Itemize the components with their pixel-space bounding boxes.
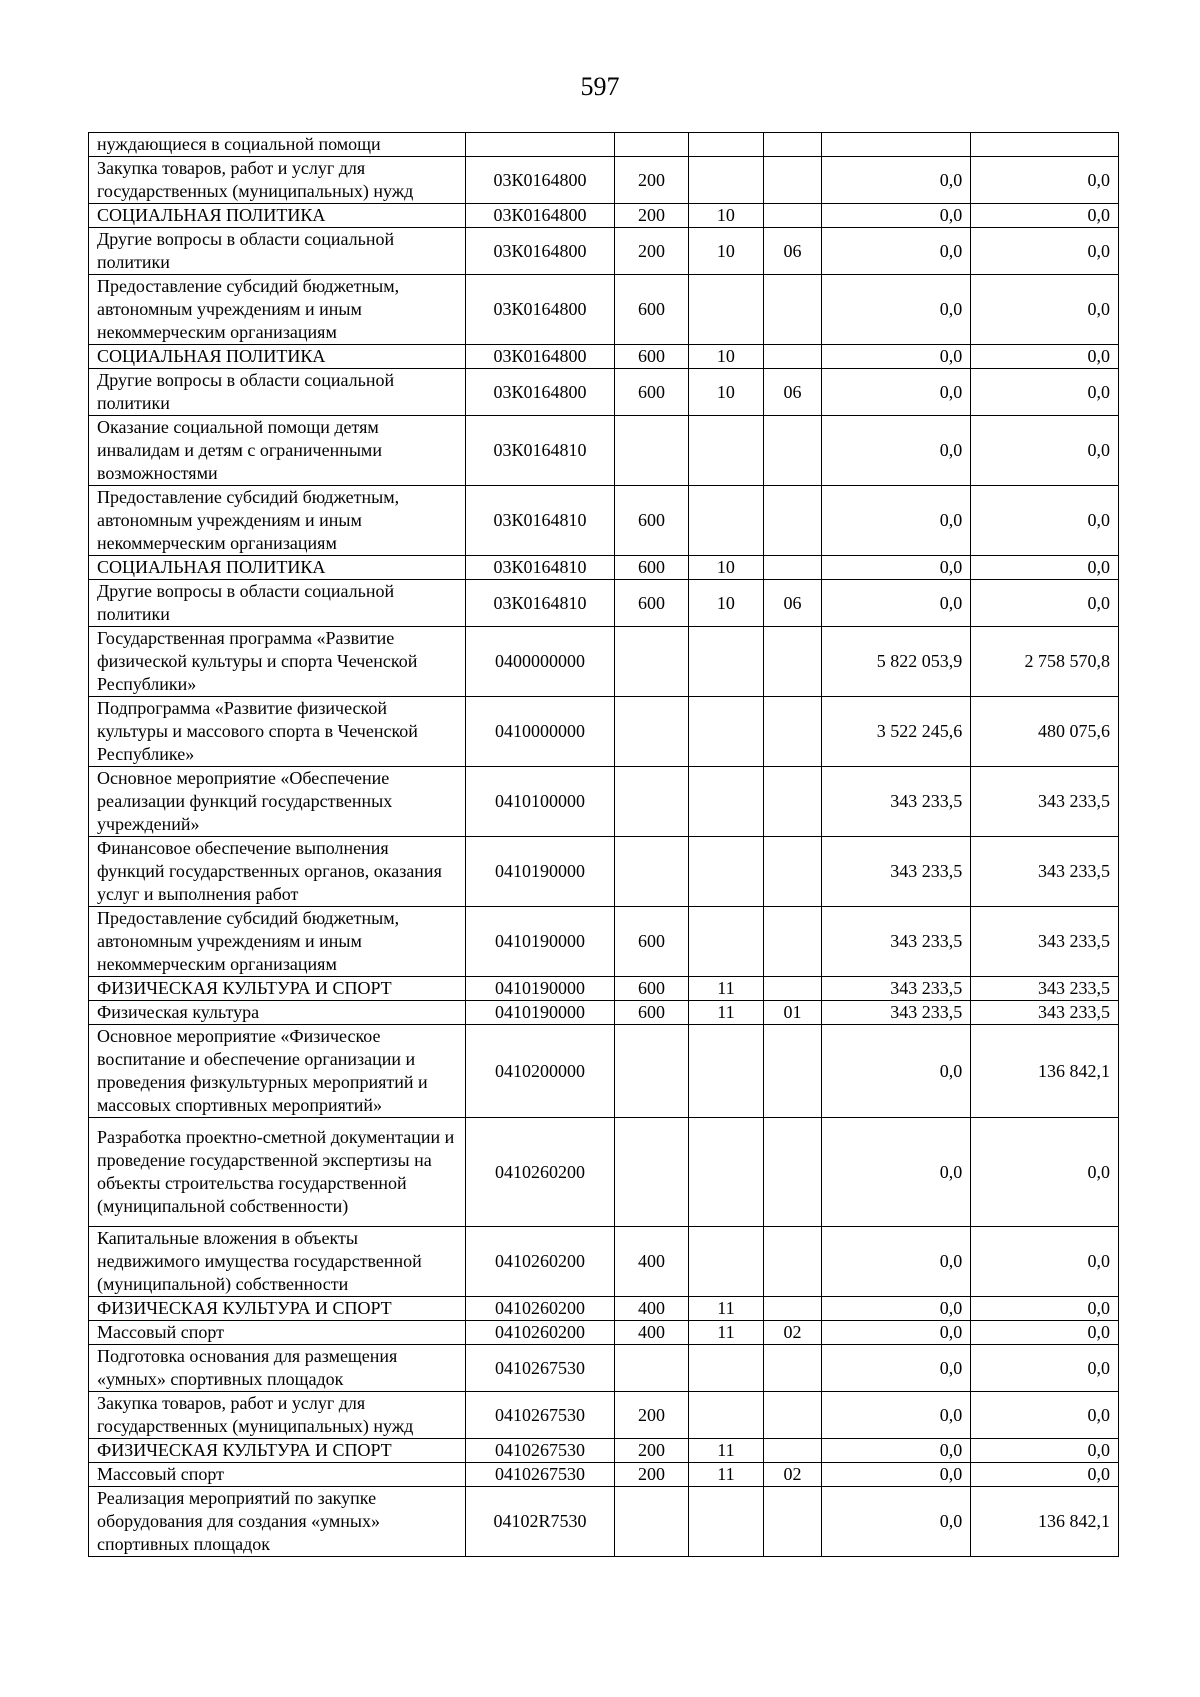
cell-expense-type: 200 [614,228,688,275]
table-row [89,907,1119,977]
table-row [89,1025,1119,1118]
cell-subsection: 06 [763,228,822,275]
cell-subsection [763,697,822,767]
table-row [89,1487,1119,1557]
cell-section [689,907,763,977]
table-row [89,556,1119,580]
cell-expense-type: 600 [614,275,688,345]
cell-section [689,275,763,345]
cell-subsection [763,837,822,907]
cell-amount-2: 0,0 [971,345,1119,369]
cell-subsection [763,204,822,228]
cell-amount-1: 0,0 [822,157,971,204]
cell-target-article: 0410000000 [466,697,615,767]
cell-amount-1: 0,0 [822,1345,971,1392]
cell-name: Другие вопросы в области социальной политики [89,580,466,627]
cell-subsection [763,275,822,345]
cell-subsection [763,1345,822,1392]
cell-expense-type: 600 [614,580,688,627]
cell-amount-2: 343 233,5 [971,1001,1119,1025]
cell-name: Подпрограмма «Развитие физической культуры и массового спорта в Чеченской Республике» [89,697,466,767]
cell-target-article: 0410190000 [466,1001,615,1025]
cell-section: 10 [689,580,763,627]
cell-expense-type [614,837,688,907]
cell-target-article: 0410267530 [466,1392,615,1439]
cell-name: ФИЗИЧЕСКАЯ КУЛЬТУРА И СПОРТ [89,1297,466,1321]
cell-section: 11 [689,1297,763,1321]
cell-subsection [763,767,822,837]
cell-subsection: 06 [763,369,822,416]
cell-amount-1: 0,0 [822,416,971,486]
cell-amount-2: 0,0 [971,1118,1119,1227]
cell-name: Массовый спорт [89,1321,466,1345]
cell-target-article: 03К0164810 [466,580,615,627]
table-row [89,697,1119,767]
cell-name: Разработка проектно-сметной документации и проведение государственной экспертизы на объекты строительства государственной (муниципальной собственности) [89,1118,466,1227]
cell-expense-type: 600 [614,345,688,369]
table-row [89,204,1119,228]
cell-amount-2: 0,0 [971,369,1119,416]
cell-section: 10 [689,204,763,228]
cell-subsection [763,556,822,580]
cell-target-article: 03К0164800 [466,345,615,369]
cell-amount-2: 136 842,1 [971,1487,1119,1557]
cell-subsection: 06 [763,580,822,627]
cell-expense-type: 200 [614,1439,688,1463]
cell-amount-1: 343 233,5 [822,837,971,907]
table-row [89,580,1119,627]
cell-expense-type [614,767,688,837]
cell-section [689,1025,763,1118]
cell-amount-2: 0,0 [971,1439,1119,1463]
cell-subsection: 01 [763,1001,822,1025]
cell-section [689,1345,763,1392]
cell-amount-1: 0,0 [822,345,971,369]
cell-amount-2: 480 075,6 [971,697,1119,767]
cell-name: Физическая культура [89,1001,466,1025]
cell-name: ФИЗИЧЕСКАЯ КУЛЬТУРА И СПОРТ [89,977,466,1001]
table-row [89,1297,1119,1321]
cell-target-article: 03К0164810 [466,556,615,580]
cell-subsection [763,416,822,486]
cell-amount-2: 136 842,1 [971,1025,1119,1118]
cell-amount-1: 3 522 245,6 [822,697,971,767]
cell-amount-2: 0,0 [971,228,1119,275]
cell-amount-1: 0,0 [822,1392,971,1439]
cell-amount-2: 343 233,5 [971,907,1119,977]
cell-expense-type [614,627,688,697]
cell-target-article: 0400000000 [466,627,615,697]
cell-expense-type: 200 [614,1392,688,1439]
cell-expense-type: 400 [614,1297,688,1321]
table-row [89,275,1119,345]
cell-section [689,157,763,204]
cell-name: Государственная программа «Развитие физической культуры и спорта Чеченской Республики» [89,627,466,697]
cell-target-article: 03К0164810 [466,416,615,486]
cell-amount-2: 0,0 [971,580,1119,627]
cell-section: 10 [689,556,763,580]
cell-section: 11 [689,1321,763,1345]
cell-name: СОЦИАЛЬНАЯ ПОЛИТИКА [89,204,466,228]
cell-amount-1: 0,0 [822,580,971,627]
cell-name: ФИЗИЧЕСКАЯ КУЛЬТУРА И СПОРТ [89,1439,466,1463]
cell-expense-type: 600 [614,486,688,556]
cell-target-article: 0410260200 [466,1321,615,1345]
table-row [89,1118,1119,1227]
cell-expense-type: 600 [614,556,688,580]
cell-subsection [763,1025,822,1118]
table-row [89,1227,1119,1297]
cell-target-article: 04102R7530 [466,1487,615,1557]
cell-expense-type: 200 [614,157,688,204]
cell-target-article: 0410267530 [466,1463,615,1487]
cell-subsection [763,345,822,369]
cell-amount-2 [971,133,1119,157]
cell-subsection [763,907,822,977]
cell-expense-type: 400 [614,1321,688,1345]
cell-name: Оказание социальной помощи детям инвалидам и детям с ограниченными возможностями [89,416,466,486]
cell-amount-1: 0,0 [822,1118,971,1227]
budget-table [88,132,1119,1557]
cell-target-article: 0410260200 [466,1297,615,1321]
cell-expense-type [614,133,688,157]
cell-subsection [763,627,822,697]
cell-expense-type [614,1345,688,1392]
cell-section [689,1487,763,1557]
cell-amount-1: 0,0 [822,1297,971,1321]
cell-amount-2: 0,0 [971,1321,1119,1345]
cell-name: Другие вопросы в области социальной политики [89,369,466,416]
table-row [89,133,1119,157]
cell-amount-2: 343 233,5 [971,977,1119,1001]
table-row [89,1463,1119,1487]
cell-amount-2: 0,0 [971,1392,1119,1439]
cell-target-article: 0410260200 [466,1118,615,1227]
cell-section [689,837,763,907]
cell-amount-2: 0,0 [971,1463,1119,1487]
cell-target-article: 0410190000 [466,977,615,1001]
cell-amount-2: 0,0 [971,1227,1119,1297]
cell-target-article: 03К0164800 [466,369,615,416]
cell-subsection [763,486,822,556]
cell-amount-2: 0,0 [971,204,1119,228]
cell-subsection [763,977,822,1001]
cell-name: Основное мероприятие «Обеспечение реализации функций государственных учреждений» [89,767,466,837]
cell-amount-1: 343 233,5 [822,977,971,1001]
cell-name: СОЦИАЛЬНАЯ ПОЛИТИКА [89,345,466,369]
cell-subsection [763,1297,822,1321]
cell-section: 10 [689,369,763,416]
table-row [89,416,1119,486]
cell-target-article: 0410267530 [466,1345,615,1392]
cell-section [689,1392,763,1439]
cell-subsection [763,1392,822,1439]
cell-target-article: 03К0164800 [466,157,615,204]
cell-amount-1: 0,0 [822,1025,971,1118]
cell-amount-2: 0,0 [971,556,1119,580]
cell-amount-1: 0,0 [822,1487,971,1557]
cell-amount-1: 0,0 [822,556,971,580]
cell-target-article: 03К0164810 [466,486,615,556]
cell-target-article: 0410260200 [466,1227,615,1297]
cell-amount-2: 2 758 570,8 [971,627,1119,697]
cell-amount-2: 0,0 [971,1345,1119,1392]
table-row [89,1439,1119,1463]
cell-target-article: 03К0164800 [466,275,615,345]
table-row [89,1392,1119,1439]
cell-subsection [763,1487,822,1557]
cell-amount-1: 343 233,5 [822,1001,971,1025]
cell-target-article: 03К0164800 [466,204,615,228]
cell-amount-1: 0,0 [822,1321,971,1345]
cell-section: 11 [689,1439,763,1463]
cell-subsection: 02 [763,1463,822,1487]
cell-amount-2: 0,0 [971,157,1119,204]
cell-expense-type [614,416,688,486]
cell-target-article: 0410267530 [466,1439,615,1463]
cell-amount-2: 343 233,5 [971,837,1119,907]
cell-amount-1: 0,0 [822,369,971,416]
cell-subsection [763,157,822,204]
table-row [89,1345,1119,1392]
cell-name: Предоставление субсидий бюджетным, автономным учреждениям и иным некоммерческим организациям [89,907,466,977]
cell-target-article: 0410190000 [466,837,615,907]
table-row [89,228,1119,275]
cell-subsection [763,1439,822,1463]
cell-name: нуждающиеся в социальной помощи [89,133,466,157]
cell-name: Финансовое обеспечение выполнения функций государственных органов, оказания услуг и выполнения работ [89,837,466,907]
cell-subsection [763,1118,822,1227]
cell-expense-type: 200 [614,1463,688,1487]
cell-section: 10 [689,345,763,369]
cell-amount-2: 0,0 [971,416,1119,486]
cell-target-article: 0410100000 [466,767,615,837]
cell-amount-2: 0,0 [971,275,1119,345]
cell-expense-type: 600 [614,907,688,977]
cell-section: 11 [689,1463,763,1487]
cell-section [689,767,763,837]
cell-target-article: 0410190000 [466,907,615,977]
cell-name: Капитальные вложения в объекты недвижимого имущества государственной (муниципальной) собственности [89,1227,466,1297]
cell-expense-type: 600 [614,1001,688,1025]
table-row [89,1321,1119,1345]
table-row [89,1001,1119,1025]
cell-section [689,1118,763,1227]
cell-target-article [466,133,615,157]
cell-amount-1: 5 822 053,9 [822,627,971,697]
cell-expense-type [614,697,688,767]
cell-amount-1: 343 233,5 [822,767,971,837]
cell-amount-1: 0,0 [822,1439,971,1463]
cell-name: Предоставление субсидий бюджетным, автономным учреждениям и иным некоммерческим организациям [89,486,466,556]
cell-section [689,133,763,157]
cell-name: Закупка товаров, работ и услуг для государственных (муниципальных) нужд [89,1392,466,1439]
page-number: 597 [580,72,620,101]
cell-name: Основное мероприятие «Физическое воспитание и обеспечение организации и проведения физкультурных мероприятий и массовых спортивных мероприятий» [89,1025,466,1118]
cell-expense-type [614,1118,688,1227]
cell-amount-1 [822,133,971,157]
cell-subsection: 02 [763,1321,822,1345]
cell-section [689,627,763,697]
cell-expense-type [614,1487,688,1557]
cell-section [689,697,763,767]
cell-target-article: 03К0164800 [466,228,615,275]
cell-amount-2: 343 233,5 [971,767,1119,837]
cell-name: Массовый спорт [89,1463,466,1487]
cell-name: Подготовка основания для размещения «умных» спортивных площадок [89,1345,466,1392]
cell-amount-1: 343 233,5 [822,907,971,977]
table-row [89,345,1119,369]
cell-section [689,1227,763,1297]
table-row [89,486,1119,556]
cell-name: СОЦИАЛЬНАЯ ПОЛИТИКА [89,556,466,580]
cell-section [689,486,763,556]
cell-section: 10 [689,228,763,275]
cell-section [689,416,763,486]
cell-expense-type [614,1025,688,1118]
cell-section: 11 [689,1001,763,1025]
cell-amount-2: 0,0 [971,486,1119,556]
cell-name: Предоставление субсидий бюджетным, автономным учреждениям и иным некоммерческим организациям [89,275,466,345]
table-row [89,627,1119,697]
cell-amount-1: 0,0 [822,275,971,345]
cell-amount-1: 0,0 [822,204,971,228]
cell-amount-2: 0,0 [971,1297,1119,1321]
cell-expense-type: 200 [614,204,688,228]
cell-amount-1: 0,0 [822,486,971,556]
cell-name: Закупка товаров, работ и услуг для государственных (муниципальных) нужд [89,157,466,204]
cell-amount-1: 0,0 [822,1463,971,1487]
cell-section: 11 [689,977,763,1001]
cell-name: Реализация мероприятий по закупке оборудования для создания «умных» спортивных площадок [89,1487,466,1557]
table-row [89,767,1119,837]
table-row [89,977,1119,1001]
table-row [89,157,1119,204]
cell-expense-type: 400 [614,1227,688,1297]
cell-expense-type: 600 [614,977,688,1001]
table-row [89,837,1119,907]
cell-subsection [763,133,822,157]
table-body [89,133,1119,1557]
cell-amount-1: 0,0 [822,1227,971,1297]
cell-target-article: 0410200000 [466,1025,615,1118]
cell-expense-type: 600 [614,369,688,416]
table-row [89,369,1119,416]
cell-name: Другие вопросы в области социальной политики [89,228,466,275]
cell-subsection [763,1227,822,1297]
cell-amount-1: 0,0 [822,228,971,275]
